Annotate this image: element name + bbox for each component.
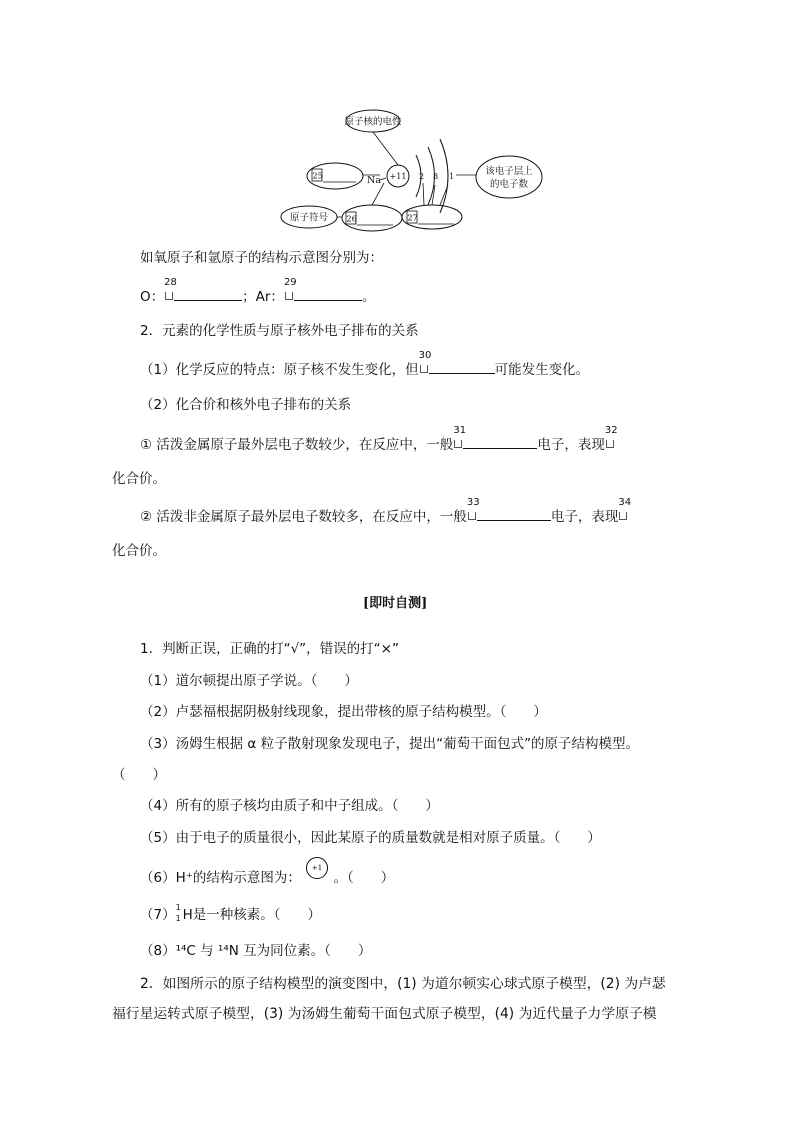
item-5	[140, 829, 601, 847]
item-5-text: （5）由于电子的质量很小，因此某原子的质量数就是相对原子质量。（ ）	[140, 830, 601, 846]
valence-heading	[140, 396, 351, 414]
answer-blank-31[interactable]	[463, 434, 537, 449]
metal-mid: 电子，表现	[537, 437, 605, 453]
nonmetal-line-cont	[112, 542, 166, 560]
answer-mark-34: 34	[618, 507, 628, 521]
box-26: 26	[346, 214, 357, 224]
reaction-feature-line	[140, 350, 590, 379]
item-1-text: （1）道尔顿提出原子学说。（ ）	[140, 673, 358, 689]
mass-number: 1	[175, 903, 181, 912]
question-2-text-2: 福行星运转式原子模型，(3) 为汤姆生葡萄干面包式原子模型，(4) 为近代量子力学原子模	[112, 1006, 657, 1022]
shell-3-count: 1	[449, 172, 455, 181]
oxygen-argon-line	[140, 277, 376, 306]
question-1	[140, 640, 399, 658]
structure-intro-text: 如氧原子和氩原子的结构示意图分别为：	[140, 250, 383, 266]
answer-mark-32: 32	[605, 435, 615, 449]
item-2	[140, 703, 547, 721]
question-2-line-2	[112, 1005, 657, 1023]
answer-blank-30[interactable]	[429, 359, 495, 374]
nonmetal-mid: 电子，表现	[550, 509, 619, 525]
item-3-cont	[112, 766, 166, 784]
metal-tail: 化合价。	[112, 471, 166, 487]
item-3	[140, 735, 639, 753]
structure-intro	[140, 249, 383, 267]
section-2-text: 2．元素的化学性质与原子核外电子排布的关系	[140, 323, 419, 339]
oxygen-argon-end: 。	[361, 289, 376, 305]
item-3-text: （3）汤姆生根据 α 粒子散射现象发现电子，提出“葡萄干面包式”的原子结构模型。	[140, 736, 640, 752]
item-8-text: （8）¹⁴C 与 ¹⁴N 互为同位素。（ ）	[140, 943, 372, 959]
answer-mark-30: 30	[419, 360, 429, 374]
atom-symbol-label: 原子符号	[289, 212, 329, 224]
item-6-text: （6）H⁺的结构示意图为：	[140, 870, 301, 886]
item-1	[140, 672, 358, 690]
nonmetal-text: ② 活泼非金属原子最外层电子数较多，在反应中，一般	[140, 509, 467, 525]
item-7-prefix: （7）	[140, 907, 176, 923]
element-symbol: Na	[367, 175, 381, 186]
answer-mark-29: 29	[284, 287, 294, 301]
nucleus-charge: +11	[389, 172, 407, 181]
oxygen-label: O：	[140, 289, 165, 305]
nonmetal-line	[140, 497, 632, 526]
shell-2-count: 8	[433, 172, 439, 181]
nucleus-charge-label: 原子核的电性	[344, 116, 402, 128]
question-2-text-1: 2．如图所示的原子结构模型的演变图中，(1) 为道尔顿实心球式原子模型，(2) 为卢瑟	[140, 976, 666, 992]
item-2-text: （2）卢瑟福根据阴极射线现象，提出带核的原子结构模型。（ ）	[140, 704, 547, 720]
electron-count-label-2: 的电子数	[489, 179, 529, 190]
item-4-text: （4）所有的原子核均由质子和中子组成。（ ）	[140, 798, 439, 814]
answer-blank-33[interactable]	[477, 506, 551, 521]
answer-blank-29[interactable]	[294, 286, 362, 301]
item-3-cont-text: （ ）	[112, 767, 166, 783]
shell-1-count: 2	[419, 172, 425, 181]
electron-count-ellipse	[476, 156, 542, 198]
bottom-mid-pointer	[372, 183, 384, 205]
answer-mark-31: 31	[453, 435, 463, 449]
box-25: 25	[312, 171, 323, 181]
answer-mark-28: 28	[164, 287, 174, 301]
answer-blank-28[interactable]	[174, 286, 242, 301]
metal-line-cont	[112, 470, 166, 488]
bottom-right-pointer-1	[423, 183, 424, 205]
atomic-structure-diagram	[280, 105, 570, 235]
nonmetal-tail: 化合价。	[112, 543, 166, 559]
metal-line	[140, 425, 618, 454]
item-8	[140, 942, 371, 960]
box-27: 27	[407, 213, 418, 223]
reaction-feature-end: 可能发生变化。	[494, 362, 590, 378]
h-plus-structure-icon	[305, 856, 329, 880]
item-7	[140, 905, 321, 924]
question-2-line-1	[140, 975, 666, 993]
metal-text: ① 活泼金属原子最外层电子数较少，在反应中，一般	[140, 437, 454, 453]
h-plus-charge: +1	[312, 864, 323, 872]
argon-label: ；Ar：	[242, 289, 284, 305]
item-6-end: 。（ ）	[333, 870, 395, 886]
valence-heading-text: （2）化合价和核外电子排布的关系	[140, 397, 352, 413]
top-pointer	[373, 132, 398, 165]
item-4	[140, 797, 439, 815]
section-2-heading	[140, 322, 419, 340]
isotope-notation	[175, 903, 183, 923]
reaction-feature-text: （1）化学反应的特点：原子核不发生变化，但	[140, 362, 419, 378]
electron-count-label-1: 该电子层上	[485, 166, 533, 177]
item-7-text: H是一种核素。（ ）	[182, 907, 321, 923]
question-1-text: 1．判断正误，正确的打“√”，错误的打“×”	[140, 641, 399, 657]
answer-mark-33: 33	[467, 507, 477, 521]
section-title: [即时自测]	[363, 596, 428, 611]
atomic-number: 1	[175, 914, 181, 923]
item-6	[140, 864, 395, 887]
